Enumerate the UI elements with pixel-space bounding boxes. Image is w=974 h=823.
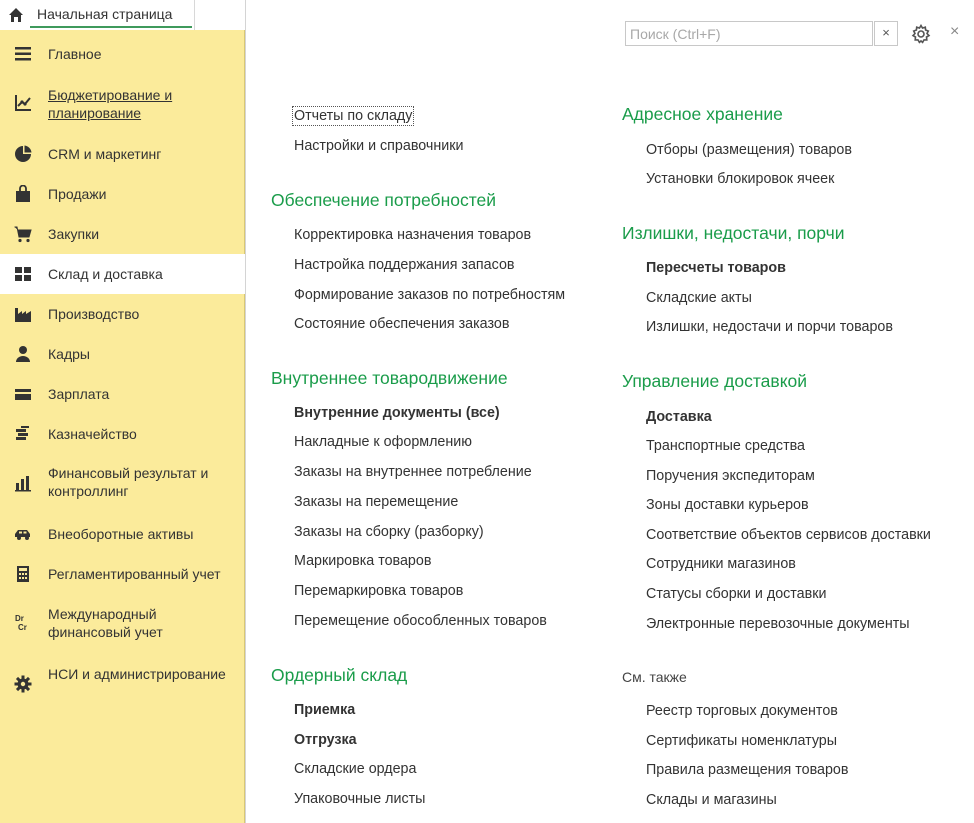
home-icon xyxy=(8,7,24,23)
sidebar-item-main[interactable] xyxy=(0,34,245,74)
command-link[interactable]: Склады и магазины xyxy=(646,792,777,808)
command-link[interactable]: Заказы на внутреннее потребление xyxy=(294,464,532,480)
sidebar-item-fixed-assets[interactable] xyxy=(0,514,245,554)
search-input[interactable] xyxy=(625,21,873,46)
command-link[interactable]: Транспортные средства xyxy=(646,438,806,454)
section-title: Излишки, недостачи, порчи xyxy=(622,223,845,243)
section-title: Адресное хранение xyxy=(622,104,783,124)
command-link[interactable]: Маркировка товаров xyxy=(294,553,432,569)
command-link[interactable]: Излишки, недостачи и порчи товаров xyxy=(646,319,893,335)
sidebar-item-label: Финансовый результат и контроллинг xyxy=(48,465,209,499)
sidebar xyxy=(0,30,245,823)
command-link[interactable]: Состояние обеспечения заказов xyxy=(294,316,510,332)
command-link[interactable]: Корректировка назначения товаров xyxy=(294,227,532,243)
search-clear-button[interactable]: × xyxy=(874,21,898,46)
svg-text:Cr: Cr xyxy=(18,623,27,632)
command-link[interactable]: Поручения экспедиторам xyxy=(646,468,815,484)
pie-chart-icon xyxy=(14,145,32,163)
sidebar-item-label: Главное xyxy=(48,46,102,62)
sidebar-item-sales[interactable] xyxy=(0,174,245,214)
section-title: Внутреннее товародвижение xyxy=(271,368,508,388)
sidebar-item-label: Зарплата xyxy=(48,386,110,402)
sidebar-item-purchases[interactable] xyxy=(0,214,245,254)
close-button[interactable]: × xyxy=(950,23,960,40)
see-also-title: См. также xyxy=(622,669,687,685)
bar-chart-icon xyxy=(14,474,32,492)
sidebar-item-salary[interactable] xyxy=(0,374,245,414)
home-tab-label: Начальная страница xyxy=(37,6,173,22)
command-link[interactable]: Соответствие объектов сервисов доставки xyxy=(646,527,931,543)
command-link[interactable]: Правила размещения товаров xyxy=(646,762,849,778)
sidebar-item-label: Бюджетирование и планирование xyxy=(48,87,173,121)
command-link[interactable]: Доставка xyxy=(646,409,712,425)
command-link[interactable]: Заказы на перемещение xyxy=(294,494,459,510)
command-link[interactable]: Настройка поддержания запасов xyxy=(294,257,515,273)
person-icon xyxy=(14,345,32,363)
svg-text:Dr: Dr xyxy=(15,614,24,623)
command-link[interactable]: Сертификаты номенклатуры xyxy=(646,733,838,749)
command-link[interactable]: Зоны доставки курьеров xyxy=(646,497,809,513)
sidebar-item-label: Казначейство xyxy=(48,426,137,442)
dr-cr-icon xyxy=(14,613,34,633)
command-link[interactable]: Заказы на сборку (разборку) xyxy=(294,524,484,540)
sidebar-item-financial-result[interactable] xyxy=(0,454,245,514)
command-link[interactable]: Установки блокировок ячеек xyxy=(646,171,835,187)
calculator-icon xyxy=(14,565,32,583)
command-link[interactable]: Приемка xyxy=(294,702,356,718)
sidebar-item-warehouse[interactable] xyxy=(0,254,245,294)
sidebar-item-label: Внеоборотные активы xyxy=(48,526,194,542)
sidebar-item-regulated-accounting[interactable] xyxy=(0,554,245,594)
grid-icon xyxy=(14,265,32,283)
wallet-icon xyxy=(14,385,32,403)
sidebar-item-label: Кадры xyxy=(48,346,90,362)
gear-icon xyxy=(14,675,32,693)
command-link[interactable]: Накладные к оформлению xyxy=(294,434,472,450)
sidebar-item-label: Международный финансовый учет xyxy=(48,606,163,640)
menu-lines-icon xyxy=(14,45,32,63)
command-warehouse-reports[interactable]: Отчеты по складу xyxy=(294,108,413,124)
command-link[interactable]: Складские акты xyxy=(646,290,752,306)
section-title: Ордерный склад xyxy=(271,665,408,685)
section-title: Обеспечение потребностей xyxy=(271,190,497,210)
sidebar-item-label: НСИ и администрирование xyxy=(48,666,226,682)
home-tab[interactable] xyxy=(0,0,195,30)
command-link[interactable]: Отборы (размещения) товаров xyxy=(646,142,852,158)
settings-gear-icon[interactable] xyxy=(911,24,931,44)
command-link[interactable]: Отгрузка xyxy=(294,732,357,748)
command-link[interactable]: Сотрудники магазинов xyxy=(646,556,796,572)
command-link[interactable]: Электронные перевозочные документы xyxy=(646,616,910,632)
command-link[interactable]: Пересчеты товаров xyxy=(646,260,786,276)
sidebar-item-treasury[interactable] xyxy=(0,414,245,454)
shopping-bag-icon xyxy=(14,185,32,203)
command-link[interactable]: Перемаркировка товаров xyxy=(294,583,464,599)
sidebar-item-budgeting[interactable] xyxy=(0,74,245,134)
home-tab-underline xyxy=(30,26,192,28)
sidebar-item-personnel[interactable] xyxy=(0,334,245,374)
shopping-cart-icon xyxy=(14,225,32,243)
command-link[interactable]: Складские ордера xyxy=(294,761,417,777)
command-link[interactable]: Формирование заказов по потребностям xyxy=(294,287,566,303)
factory-icon xyxy=(14,305,32,323)
command-link[interactable]: Упаковочные листы xyxy=(294,791,426,807)
section-title: Управление доставкой xyxy=(622,371,808,391)
sidebar-item-label: Регламентированный учет xyxy=(48,566,221,582)
command-link[interactable]: Реестр торговых документов xyxy=(646,703,838,719)
sidebar-item-label: Производство xyxy=(48,306,140,322)
panel-divider xyxy=(245,0,246,823)
command-link[interactable]: Статусы сборки и доставки xyxy=(646,586,827,602)
command-settings-and-references[interactable]: Настройки и справочники xyxy=(294,138,464,154)
budget-chart-icon xyxy=(14,94,32,112)
sidebar-item-crm[interactable] xyxy=(0,134,245,174)
sidebar-item-admin[interactable] xyxy=(0,654,245,714)
sidebar-item-label: Закупки xyxy=(48,226,100,242)
sidebar-item-label: CRM и маркетинг xyxy=(48,146,162,162)
sidebar-item-label: Склад и доставка xyxy=(48,266,163,282)
command-link[interactable]: Внутренние документы (все) xyxy=(294,405,500,421)
coins-icon xyxy=(14,425,32,443)
sidebar-item-production[interactable] xyxy=(0,294,245,334)
sidebar-item-ifrs[interactable] xyxy=(0,594,245,654)
command-link[interactable]: Перемещение обособленных товаров xyxy=(294,613,547,629)
sidebar-item-label: Продажи xyxy=(48,186,107,202)
car-icon xyxy=(14,525,32,543)
